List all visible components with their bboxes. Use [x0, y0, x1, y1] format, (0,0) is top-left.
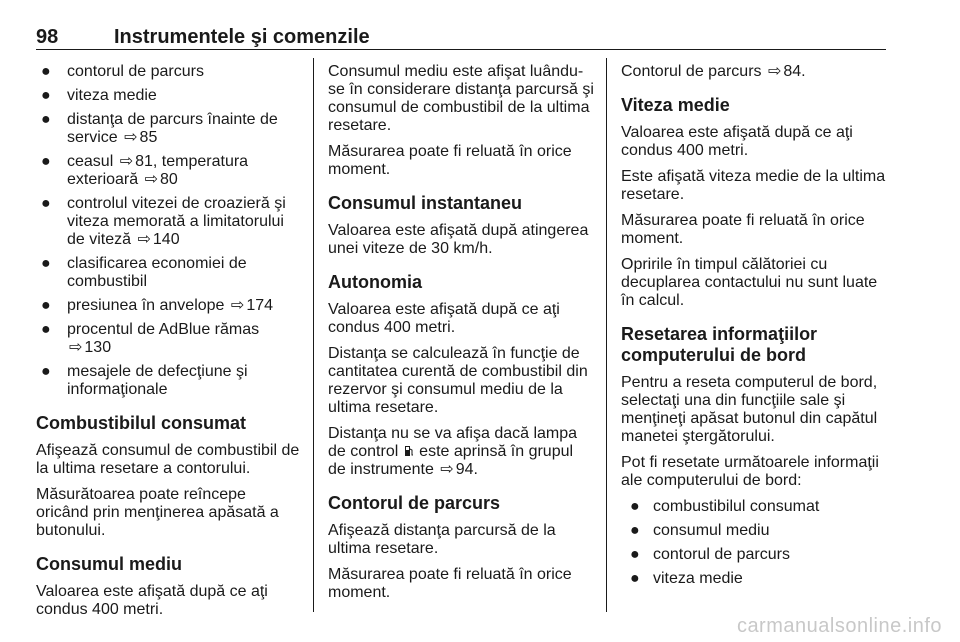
- page-ref-link[interactable]: 84: [783, 63, 802, 80]
- info-bullet-list: [36, 63, 302, 399]
- page-ref-arrow-icon: ⇨: [144, 171, 159, 188]
- paragraph: Este afişată viteza medie de la ultima resetare.: [621, 168, 886, 203]
- page-ref-link[interactable]: 140: [152, 231, 180, 248]
- bullet-icon: ●: [41, 87, 51, 104]
- paragraph: Afişează distanţa parcursă de la ultima resetare.: [328, 522, 556, 557]
- list-item-text: mesajele de defecţiune şi informaţionale: [67, 363, 248, 398]
- paragraph: Măsurarea poate fi reluată în orice moment.: [328, 566, 572, 601]
- bullet-icon: ●: [41, 363, 51, 380]
- list-item: [623, 498, 887, 516]
- paragraph-text: Contorul de parcurs: [621, 63, 762, 80]
- fuel-pump-icon: [404, 445, 414, 457]
- list-item-text: presiunea în anvelope: [67, 297, 225, 314]
- list-item-text: consumul mediu: [653, 522, 770, 539]
- paragraph: Valoarea este afişată după atingerea unei viteze de 30 km/h.: [328, 222, 589, 257]
- page-ref-link[interactable]: 85: [139, 129, 158, 146]
- column-3: [621, 63, 887, 596]
- bullet-icon: ●: [41, 111, 51, 128]
- list-item-text: ceasul: [67, 153, 114, 170]
- paragraph-text: este aprinsă în grupul de instrumente: [328, 443, 574, 478]
- paragraph: Măsurarea poate fi reluată în orice moment.: [328, 143, 572, 178]
- section-heading-fuel-consumed: Combustibilul consumat: [36, 413, 247, 433]
- page-ref-link[interactable]: 130: [84, 339, 112, 356]
- paragraph: Opririle în timpul călătoriei cu decuplarea contactului nu sunt luate în calcul.: [621, 256, 878, 309]
- bullet-icon: ●: [630, 498, 640, 515]
- list-item: [623, 522, 887, 540]
- page-ref-link[interactable]: 80: [160, 171, 178, 188]
- list-item: [36, 87, 302, 105]
- list-item: [36, 255, 302, 291]
- column-1: [36, 63, 302, 627]
- bullet-icon: ●: [41, 153, 51, 170]
- paragraph: Pentru a reseta computerul de bord, selectaţi una din funcţiile sale şi menţineţi apăsat butonul din capătul manetei ştergătorului.: [621, 374, 878, 445]
- list-item: [36, 297, 302, 315]
- paragraph: Măsurătoarea poate reîncepe oricând prin menţinerea apăsată a butonului.: [36, 486, 279, 539]
- list-item-text: contorul de parcurs: [67, 63, 204, 80]
- page-title: Instrumentele şi comenzile: [114, 26, 370, 48]
- paragraph: Valoarea este afişată după ce aţi condus 400 metri.: [621, 124, 853, 159]
- header-rule: [36, 49, 886, 50]
- page-ref-arrow-icon: ⇨: [119, 153, 134, 170]
- page-ref-link[interactable]: 94: [455, 461, 474, 478]
- paragraph: Contorul de parcurs ⇨ 84.: [621, 63, 806, 80]
- section-heading-instant-consumption: Consumul instantaneu: [328, 193, 523, 213]
- list-item-text: viteza medie: [67, 87, 157, 104]
- paragraph: Valoarea este afişată după ce aţi condus 400 metri.: [328, 301, 560, 336]
- list-item-text: combustibilul consumat: [653, 498, 820, 515]
- list-item-text: controlul vitezei de croazieră şi viteza memorată a limitatorului de viteză: [67, 195, 286, 248]
- watermark: carmanualsonline.info: [736, 615, 942, 637]
- list-item-text: clasificarea economiei de combustibil: [67, 255, 247, 290]
- page-ref-arrow-icon: ⇨: [230, 297, 245, 314]
- bullet-icon: ●: [41, 321, 51, 338]
- section-heading-reset-trip-computer: Resetarea informaţiilor computerului de bord: [621, 324, 818, 365]
- page-number: 98: [36, 26, 59, 48]
- paragraph: Distanţa se calculează în funcţie de cantitatea curentă de combustibil din rezervor şi consumul mediu de la ultima resetare.: [328, 345, 588, 416]
- column-divider-1: [313, 58, 314, 612]
- bullet-icon: ●: [630, 522, 640, 539]
- section-heading-average-speed: Viteza medie: [621, 95, 730, 115]
- list-item: [623, 570, 887, 588]
- bullet-icon: ●: [41, 195, 51, 212]
- paragraph: Valoarea este afişată după ce aţi condus 400 metri.: [36, 583, 268, 618]
- column-divider-2: [606, 58, 607, 612]
- page-ref-link[interactable]: 81: [135, 153, 153, 170]
- list-item-text: distanţa de parcurs înainte de service: [67, 111, 278, 146]
- paragraph: Consumul mediu este afişat luându-se în considerare distanţa parcursă şi consumul de combustibil de la ultima resetare.: [328, 63, 594, 134]
- paragraph: Pot fi resetate următoarele informaţii ale computerului de bord:: [621, 454, 879, 489]
- list-item: [36, 363, 302, 399]
- bullet-icon: ●: [41, 297, 51, 314]
- list-item: [36, 111, 302, 147]
- paragraph: Distanţa nu se va afişa dacă lampa de control este aprinsă în grupul de instrumente ⇨ 94.: [328, 425, 578, 478]
- page-ref-arrow-icon: ⇨: [767, 63, 782, 80]
- bullet-icon: ●: [630, 570, 640, 587]
- column-2: [328, 63, 594, 610]
- reset-bullet-list: [621, 498, 887, 588]
- page-ref-arrow-icon: ⇨: [124, 129, 138, 146]
- paragraph: Afişează consumul de combustibil de la ultima resetare a contorului.: [36, 442, 300, 477]
- list-item: [36, 195, 302, 249]
- list-item: [36, 63, 302, 81]
- list-item-text: contorul de parcurs: [653, 546, 790, 563]
- bullet-icon: ●: [41, 63, 51, 80]
- bullet-icon: ●: [41, 255, 51, 272]
- page-header: [36, 26, 886, 48]
- list-item-text: procentul de AdBlue rămas: [67, 321, 260, 338]
- section-heading-range: Autonomia: [328, 272, 422, 292]
- section-heading-average-consumption: Consumul mediu: [36, 554, 183, 574]
- section-heading-trip-odometer: Contorul de parcurs: [328, 493, 501, 513]
- paragraph: Măsurarea poate fi reluată în orice moment.: [621, 212, 865, 247]
- page-ref-arrow-icon: ⇨: [69, 339, 83, 356]
- bullet-icon: ●: [630, 546, 640, 563]
- page-ref-arrow-icon: ⇨: [440, 461, 454, 478]
- page-ref-link[interactable]: 174: [246, 297, 274, 314]
- list-item-text: , temperatura exterioară: [67, 153, 249, 188]
- paragraph-text: Distanţa nu se va afişa dacă lampa de control: [328, 425, 578, 460]
- list-item: [36, 153, 302, 189]
- list-item-text: viteza medie: [653, 570, 743, 587]
- page-ref-arrow-icon: ⇨: [137, 231, 151, 248]
- list-item: [623, 546, 887, 564]
- list-item: [36, 321, 302, 357]
